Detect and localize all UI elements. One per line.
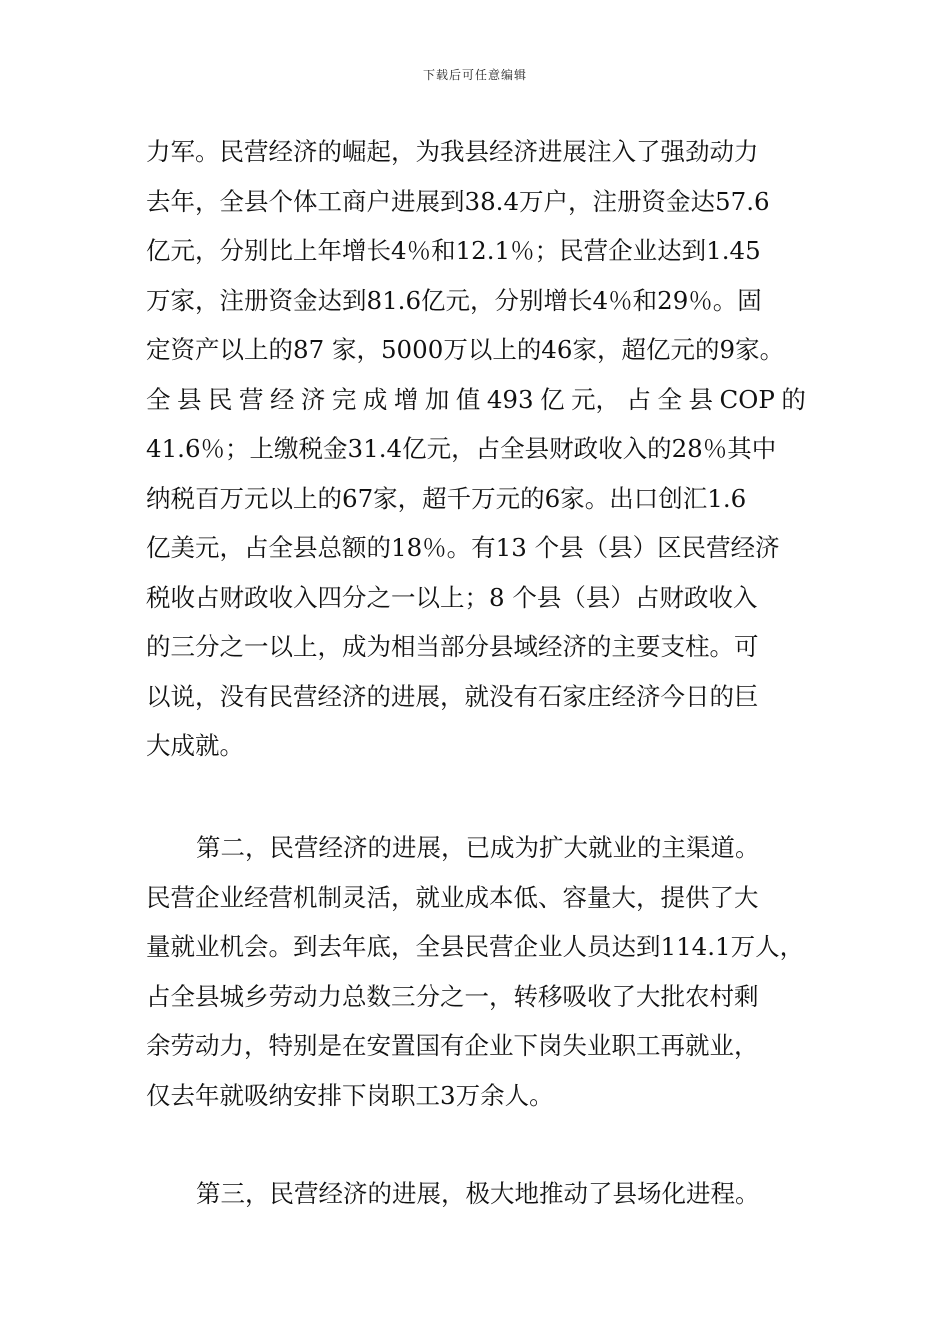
text-segment: 济 (300, 384, 326, 414)
text-segment: 完 (331, 384, 357, 414)
text-segment: 全 (657, 384, 683, 414)
text-segment: 占 (626, 384, 652, 414)
text-line: 万家，注册资金达到81.6亿元，分别增长4％和29％。固 (146, 285, 762, 315)
text-line: 第二，民营经济的进展，已成为扩大就业的主渠道。 (196, 833, 760, 862)
text-segment: 值 (455, 384, 481, 414)
text-segment: 全 (146, 384, 171, 414)
page-header: 下载后可任意编辑 (422, 68, 527, 82)
text-line: 第三，民营经济的进展，极大地推动了县场化进程。 (196, 1179, 760, 1208)
text-segment: 的 (781, 384, 806, 414)
text-segment: 亿 (540, 384, 565, 414)
text-line: 以说，没有民营经济的进展，就没有石家庄经济今日的巨 (146, 681, 759, 711)
text-segment: COP (719, 384, 775, 414)
text-line: 定资产以上的87 家，5000万以上的46家，超亿元的9家。 (146, 335, 785, 364)
text-segment: 营 (238, 384, 264, 414)
text-line: 的三分之一以上，成为相当部分县域经济的主要支柱。可 (146, 632, 759, 661)
text-line: 税收占财政收入四分之一以上；8 个县（县）占财政收入 (146, 582, 758, 612)
text-line: 41.6％；上缴税金31.4亿元，占全县财政收入的28％其中 (146, 434, 777, 463)
text-segment: 经 (269, 384, 295, 414)
text-line: 去年，全县个体工商户进展到38.4万户，注册资金达57.6 (146, 186, 770, 216)
text-line: 大成就。 (146, 731, 244, 760)
text-line: 仅去年就吸纳安排下岗职工3万余人。 (146, 1080, 554, 1110)
text-segment: 493 (486, 384, 534, 414)
text-line: 力军。民营经济的崛起，为我县经济进展注入了强劲动力 (146, 137, 759, 166)
text-line: 亿元，分别比上年增长4％和12.1％；民营企业达到1.45 (146, 236, 761, 265)
text-segment: 元， (571, 384, 621, 414)
text-line: 量就业机会。到去年底，全县民营企业人员达到114.1万人， (146, 932, 805, 961)
paragraph-3 (146, 1169, 826, 1219)
text-segment: 成 (362, 384, 388, 414)
text-segment: 县 (176, 384, 202, 414)
text-line: 占全县城乡劳动力总数三分之一，转移吸收了大批农村剩 (146, 981, 759, 1011)
text-line: 民营企业经营机制灵活，就业成本低、容量大，提供了大 (146, 882, 759, 912)
paragraph-2 (146, 823, 826, 1120)
text-line-justified (146, 375, 806, 425)
text-segment: 加 (424, 384, 450, 414)
text-line: 纳税百万元以上的67家，超千万元的6家。出口创汇1.6 (146, 483, 747, 513)
text-line: 亿美元，占全县总额的18％。有13 个县（县）区民营经济 (146, 533, 780, 562)
paragraph-1 (146, 127, 826, 771)
text-line: 余劳动力，特别是在安置国有企业下岗失业职工再就业， (146, 1031, 759, 1060)
text-segment: 民 (207, 384, 233, 414)
text-segment: 县 (688, 384, 714, 414)
text-segment: 增 (393, 384, 419, 414)
